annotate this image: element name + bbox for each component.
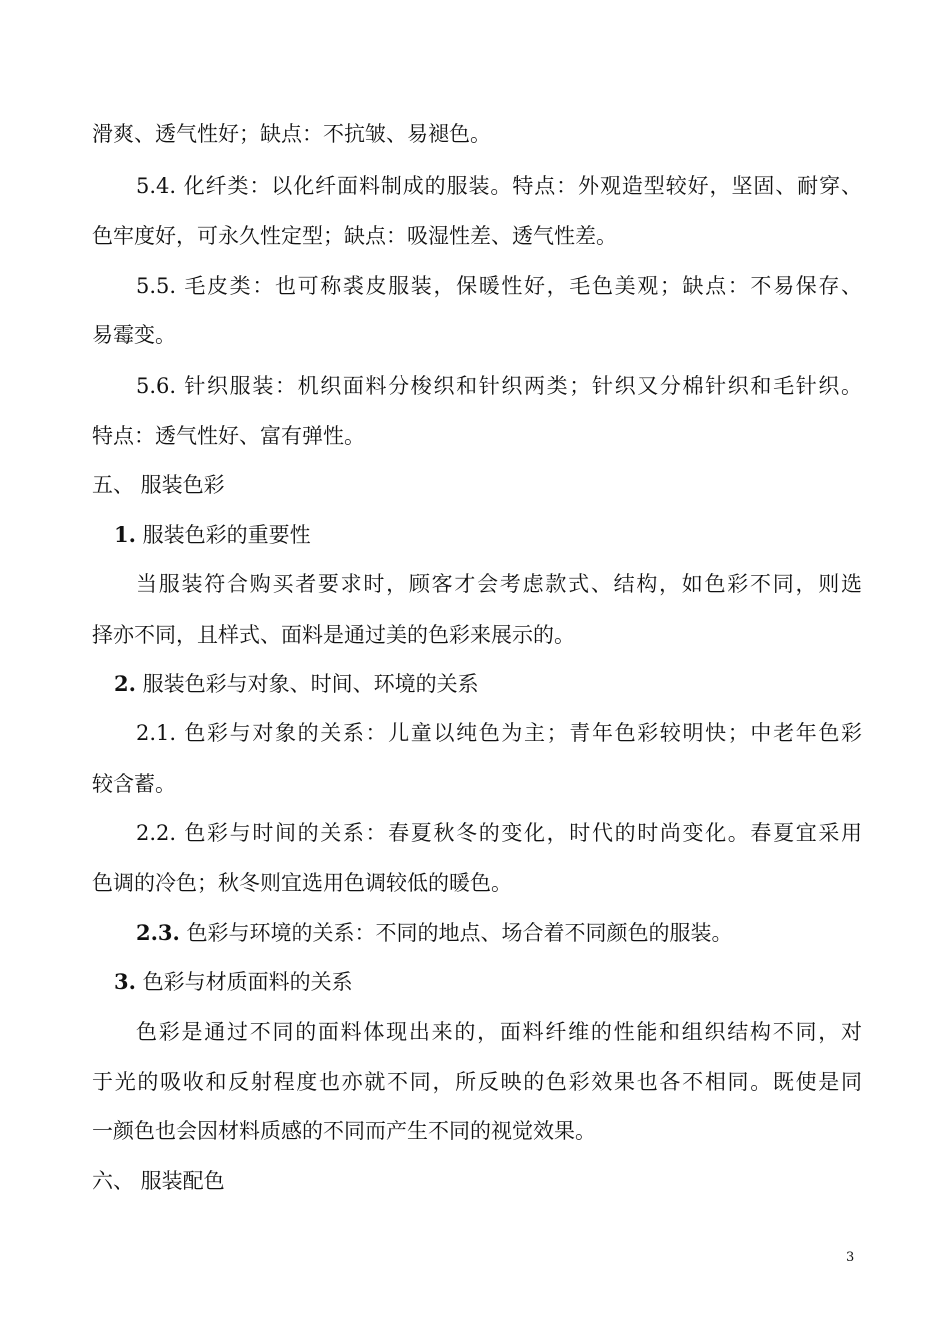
subsection-title: 服装色彩的重要性: [135, 523, 311, 547]
paragraph-line: 滑爽、透气性好；缺点：不抗皱、易褪色。: [92, 122, 491, 146]
section-heading: 六、 服装配色: [92, 1169, 225, 1193]
paragraph-line: 当服装符合购买者要求时，顾客才会考虑款式、结构，如色彩不同，则选: [136, 572, 862, 596]
subsection-heading: [114, 521, 311, 549]
section-heading: 五、 服装色彩: [92, 473, 225, 497]
paragraph-line: 择亦不同，且样式、面料是通过美的色彩来展示的。: [92, 623, 575, 647]
paragraph-line: 2.1. 色彩与对象的关系：儿童以纯色为主；青年色彩较明快；中老年色彩: [136, 721, 862, 745]
paragraph-line: [136, 919, 733, 947]
paragraph-line: 色牢度好，可永久性定型；缺点：吸湿性差、透气性差。: [92, 224, 617, 248]
page-number: 3: [846, 1250, 855, 1265]
paragraph-line: 较含蓄。: [92, 772, 176, 796]
subsection-number: 2.: [114, 671, 136, 696]
paragraph-line: 特点：透气性好、富有弹性。: [92, 424, 365, 448]
paragraph-line: 5.5. 毛皮类：也可称裘皮服装，保暖性好，毛色美观；缺点：不易保存、: [136, 274, 862, 298]
paragraph-line: 2.2. 色彩与时间的关系：春夏秋冬的变化，时代的时尚变化。春夏宜采用: [136, 821, 862, 845]
paragraph-line: 5.6. 针织服装：机织面料分梭织和针织两类；针织又分棉针织和毛针织。: [136, 374, 862, 398]
subsection-title: 色彩与材质面料的关系: [135, 970, 353, 994]
paragraph-line: 色调的冷色；秋冬则宜选用色调较低的暖色。: [92, 871, 512, 895]
subsection-number: 1.: [114, 522, 136, 547]
subsection-number: 3.: [114, 969, 136, 994]
subsection-heading: [114, 968, 353, 996]
subsection-heading: [114, 670, 479, 698]
paragraph-line: 5.4. 化纤类：以化纤面料制成的服装。特点：外观造型较好，坚固、耐穿、: [136, 174, 862, 198]
paragraph-line: 色彩是通过不同的面料体现出来的，面料纤维的性能和组织结构不同，对: [136, 1020, 862, 1044]
subsection-title: 服装色彩与对象、时间、环境的关系: [135, 672, 479, 696]
paragraph-line: 一颜色也会因材料质感的不同而产生不同的视觉效果。: [92, 1119, 596, 1143]
paragraph-line: 易霉变。: [92, 323, 176, 347]
item-number: 2.3.: [136, 920, 180, 945]
paragraph-line: 于光的吸收和反射程度也亦就不同，所反映的色彩效果也各不相同。既使是同: [92, 1070, 862, 1094]
item-text: 色彩与环境的关系：不同的地点、场合着不同颜色的服装。: [179, 921, 733, 945]
